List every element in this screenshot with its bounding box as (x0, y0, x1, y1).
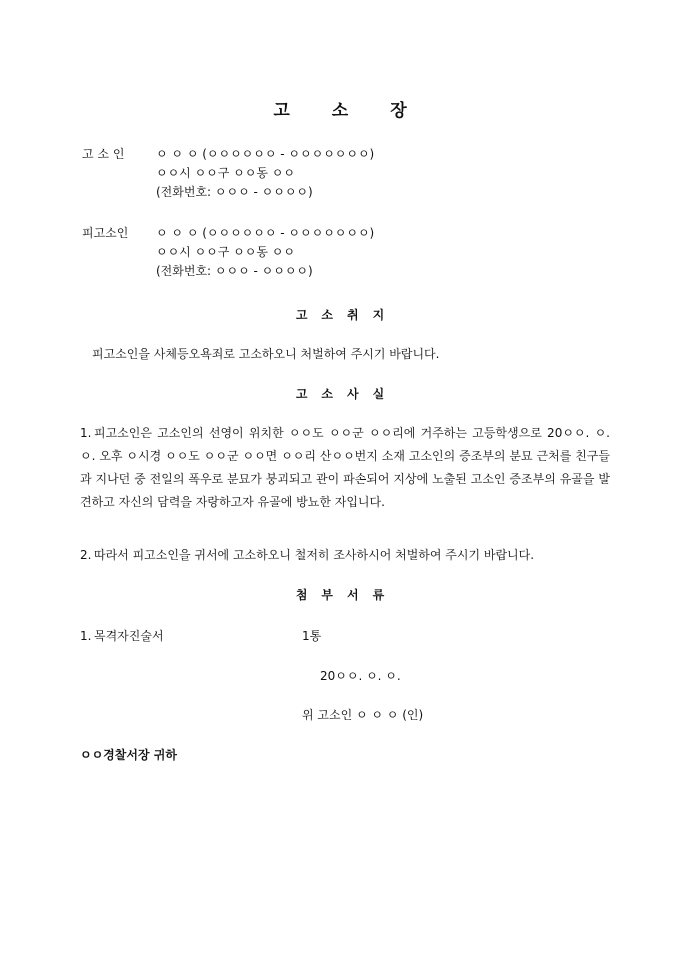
purpose-text: 피고소인을 사체등오욕죄로 고소하오니 처벌하여 주시기 바랍니다. (92, 347, 440, 361)
document-title: 고소장 (273, 101, 449, 121)
facts-paragraph-1 (80, 422, 610, 514)
facts-item-number: 1. (80, 426, 92, 440)
facts-heading: 고소사실 (295, 387, 399, 401)
accused-label: 피고소인 (82, 226, 129, 240)
purpose-heading: 고소취지 (295, 308, 399, 322)
complainant-address: ㅇㅇ시 ㅇㅇ구 ㅇㅇ동 ㅇㅇ (156, 166, 295, 180)
complainant-phone: (전화번호: ㅇㅇㅇ - ㅇㅇㅇㅇ) (156, 185, 313, 199)
document-date: 20ㅇㅇ. ㅇ. ㅇ. (320, 669, 401, 683)
complainant-name: ㅇ ㅇ ㅇ (ㅇㅇㅇㅇㅇㅇ - ㅇㅇㅇㅇㅇㅇㅇ) (156, 147, 375, 161)
accused-address: ㅇㅇ시 ㅇㅇ구 ㅇㅇ동 ㅇㅇ (156, 245, 295, 259)
accused-phone: (전화번호: ㅇㅇㅇ - ㅇㅇㅇㅇ) (156, 264, 313, 278)
facts-item-text: 피고소인은 고소인의 선영이 위치한 ㅇㅇ도 ㅇㅇ군 ㅇㅇ리에 거주하는 고등학생으로 20ㅇㅇ. ㅇ. ㅇ. 오후 ㅇ시경 ㅇㅇ도 ㅇㅇ군 ㅇㅇ면 ㅇㅇ리 산ㅇㅇ번지 소재 고소인의 증조부의 분묘 근처를 친구들과 지나던 중 전일의 폭우로 분묘가 붕괴되고 관이 파손되어 지상에 노출된 고소인 증조부의 유골을 발견하고 자신의 담력을 자랑하고자 유골에 방뇨한 자입니다. (80, 426, 610, 509)
attachment-name: 목격자진술서 (94, 629, 164, 643)
recipient: ㅇㅇ경찰서장 귀하 (80, 748, 177, 762)
facts-paragraph-2 (80, 546, 534, 563)
attachment-number: 1. (80, 629, 92, 643)
facts-item-number: 2. (80, 548, 92, 562)
accused-name: ㅇ ㅇ ㅇ (ㅇㅇㅇㅇㅇㅇ - ㅇㅇㅇㅇㅇㅇㅇ) (156, 226, 375, 240)
attachments-heading: 첨부서류 (295, 588, 399, 602)
signature-line: 위 고소인 ㅇ ㅇ ㅇ (인) (302, 708, 424, 722)
facts-item-text: 따라서 피고소인을 귀서에 고소하오니 철저히 조사하시어 처벌하여 주시기 바랍니다. (94, 548, 535, 562)
attachment-item (80, 627, 164, 644)
complainant-label: 고 소 인 (82, 147, 125, 161)
attachment-count: 1통 (302, 629, 322, 643)
